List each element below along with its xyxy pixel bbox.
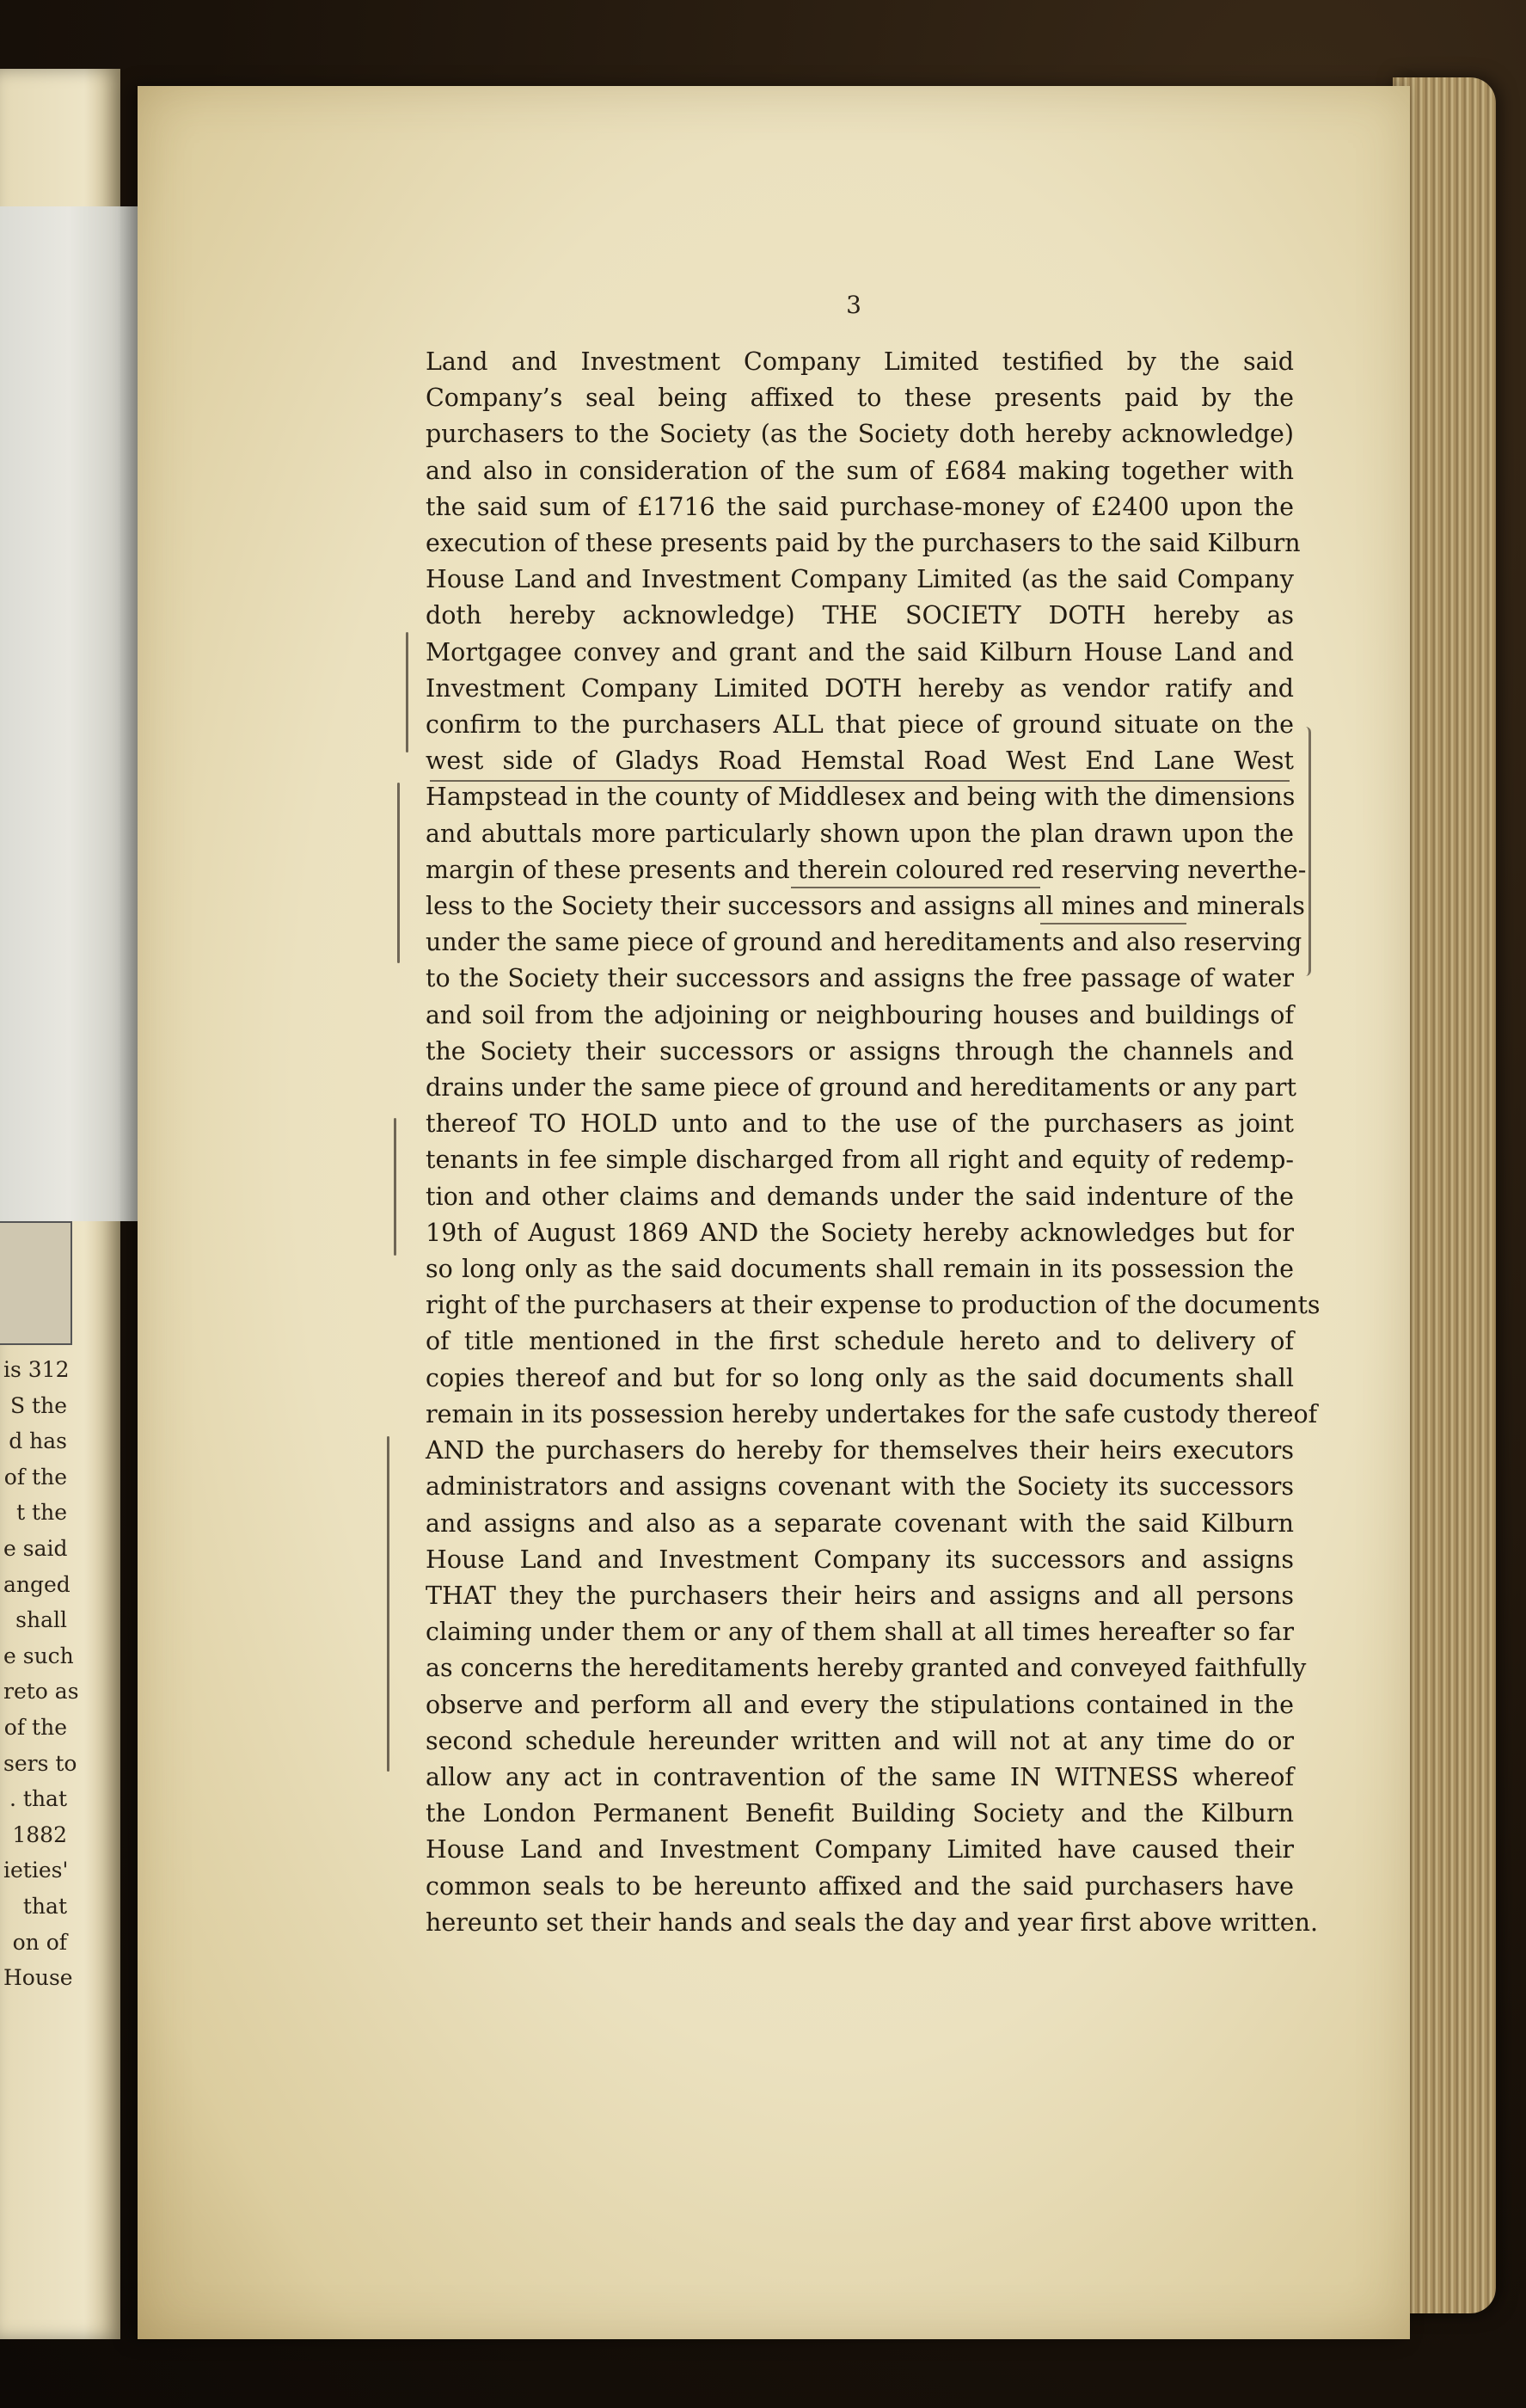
deed-body-text: [426, 344, 1321, 1941]
pencil-margin-mark: [406, 632, 408, 752]
text-line: the said sum of £1716 the said purchase-money of £2400 upon the: [426, 492, 1294, 521]
text-line: of title mentioned in the first schedule hereto and to delivery of: [426, 1327, 1294, 1356]
pencil-underline: [791, 887, 1040, 888]
left-page-line: ieties': [3, 1858, 69, 1883]
text-line: the London Permanent Benefit Building Society and the Kilburn: [426, 1799, 1294, 1828]
text-line: the Society their successors or assigns through the channels and: [426, 1036, 1294, 1066]
left-page-line: reto as: [3, 1679, 79, 1705]
left-page-line: House: [3, 1965, 73, 1991]
text-line: to the Society their successors and assigns the free passage of water: [426, 964, 1294, 993]
left-page-line: 1882: [12, 1821, 67, 1847]
text-line: drains under the same piece of ground and hereditaments or any part: [426, 1073, 1296, 1103]
pencil-scribble-top: [378, 43, 1152, 77]
left-page-line: of the: [3, 1714, 67, 1740]
left-page-text: [3, 1352, 79, 1996]
left-page-line: S the: [9, 1392, 67, 1418]
text-line: and also in consideration of the sum of £684 making together with: [426, 456, 1294, 485]
text-line: Land and Investment Company Limited testified by the said: [426, 347, 1294, 376]
pencil-margin-mark: [397, 783, 400, 963]
text-line: and soil from the adjoining or neighbouring houses and buildings of: [426, 1000, 1294, 1029]
text-line: margin of these presents and therein coloured red reserving neverthe-: [426, 855, 1307, 884]
text-line: doth hereby acknowledge) THE SOCIETY DOTH hereby as: [426, 601, 1294, 630]
pencil-underline: [1040, 923, 1186, 924]
text-line: right of the purchasers at their expense to production of the documents: [426, 1291, 1321, 1320]
left-page-line: d has: [9, 1428, 67, 1454]
text-line: House Land and Investment Company Limited have caused their: [426, 1835, 1294, 1864]
page-number: 3: [846, 291, 861, 319]
left-page-line: e such: [3, 1643, 74, 1668]
text-line: Investment Company Limited DOTH hereby as vendor ratify and: [426, 673, 1294, 703]
text-line: copies thereof and but for so long only as the said documents shall: [426, 1363, 1294, 1392]
text-line: claiming under them or any of them shall at all times hereafter so far: [426, 1618, 1294, 1647]
text-line: administrators and assigns covenant with the Society its successors: [426, 1472, 1294, 1502]
left-page-line: is 312: [3, 1357, 70, 1382]
text-line: and assigns and also as a separate covenant with the said Kilburn: [426, 1508, 1294, 1538]
left-page-line: of the: [3, 1464, 67, 1490]
left-page-line: that: [22, 1893, 67, 1919]
text-line: common seals to be hereunto affixed and the said purchasers have: [426, 1871, 1294, 1901]
left-page-line: on of: [12, 1929, 67, 1955]
left-page-line: shall: [15, 1607, 67, 1633]
left-page-line: t the: [16, 1500, 67, 1526]
text-line: thereof TO HOLD unto and to the use of the purchasers as joint: [426, 1109, 1294, 1139]
left-page-line: e said: [3, 1535, 68, 1561]
text-line: less to the Society their successors and assigns all mines and minerals: [426, 892, 1305, 921]
text-line: Company’s seal being affixed to these presents paid by the: [426, 384, 1294, 413]
text-line: confirm to the purchasers ALL that piece of ground situate on the: [426, 710, 1294, 740]
text-line: so long only as the said documents shall remain in its possession the: [426, 1255, 1294, 1284]
text-line: remain in its possession hereby undertakes for the safe custody thereof: [426, 1399, 1318, 1428]
text-line: hereunto set their hands and seals the day and year first above written.: [426, 1907, 1319, 1937]
text-line: and abuttals more particularly shown upon the plan drawn upon the: [426, 819, 1294, 848]
left-page-line: sers to: [3, 1750, 77, 1776]
text-line: second schedule hereunder written and will not at any time do or: [426, 1726, 1294, 1755]
text-line: Mortgagee convey and grant and the said Kilburn House Land and: [426, 637, 1294, 666]
text-line: execution of these presents paid by the purchasers to the said Kilburn: [426, 529, 1301, 558]
pencil-margin-mark: [387, 1436, 389, 1772]
left-page-line: . that: [9, 1786, 67, 1812]
text-line: allow any act in contravention of the same IN WITNESS whereof: [426, 1762, 1294, 1791]
left-page-line: anged: [3, 1571, 70, 1597]
text-line: House Land and Investment Company its successors and assigns: [426, 1545, 1294, 1574]
text-line: AND the purchasers do hereby for themselves their heirs executors: [426, 1436, 1294, 1465]
text-line: THAT they the purchasers their heirs and assigns and all persons: [426, 1581, 1294, 1610]
text-line: tion and other claims and demands under the said indenture of the: [426, 1182, 1294, 1211]
text-line: under the same piece of ground and hereditaments and also reserving: [426, 928, 1302, 957]
pencil-underline: [430, 780, 1290, 782]
pencil-margin-mark: [1300, 727, 1311, 976]
repair-tape: [0, 206, 139, 1221]
text-line: as concerns the hereditaments hereby granted and conveyed faithfully: [426, 1654, 1307, 1683]
text-line: 19th of August 1869 AND the Society hereby acknowledges but for: [426, 1218, 1294, 1247]
text-line: observe and perform all and every the stipulations contained in the: [426, 1690, 1294, 1719]
text-line: Hampstead in the county of Middlesex and being with the dimensions: [426, 783, 1296, 812]
text-line: west side of Gladys Road Hemstal Road West End Lane West: [426, 746, 1294, 776]
text-line: House Land and Investment Company Limited (as the said Company: [426, 565, 1294, 594]
text-line: tenants in fee simple discharged from all right and equity of redemp-: [426, 1146, 1294, 1175]
text-line: purchasers to the Society (as the Society doth hereby acknowledge): [426, 420, 1294, 449]
pencil-margin-mark: [394, 1118, 396, 1256]
tape-fragment: [0, 1221, 72, 1345]
